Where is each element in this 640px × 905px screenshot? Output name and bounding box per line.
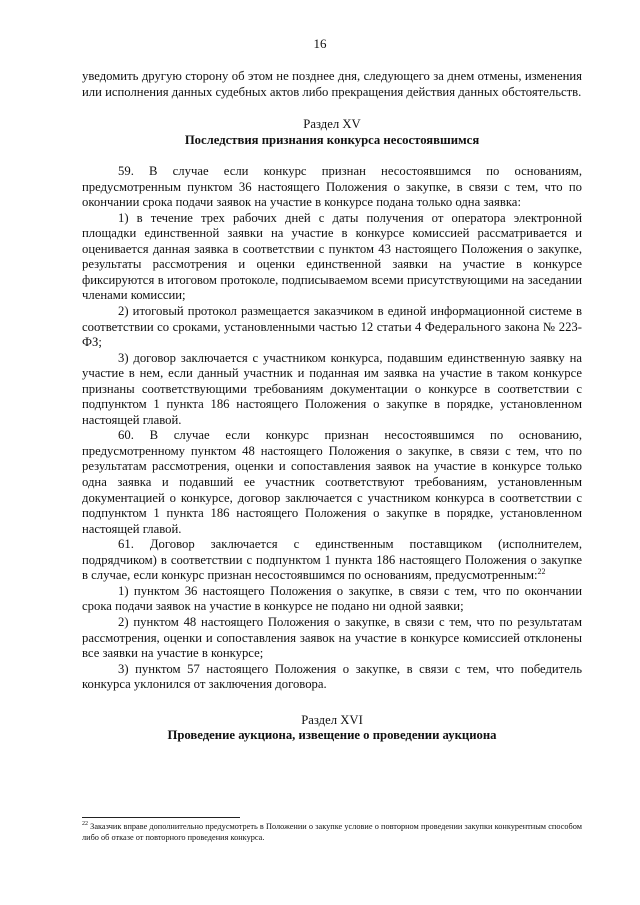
footnote-number: 22 bbox=[82, 821, 88, 828]
footnote bbox=[82, 821, 582, 843]
footnote-text: Заказчик вправе дополнительно предусмотреть в Положении о закупке условие о повторном проведении закупки конкурентным способом либо об отказе от повторного проведения конкурса. bbox=[82, 822, 582, 842]
section-15-title: Последствия признания конкурса несостоявшимся bbox=[184, 132, 480, 147]
footnote-ref-22: 22 bbox=[537, 567, 546, 577]
footnote-divider bbox=[82, 817, 240, 818]
intro-paragraph: уведомить другую сторону об этом не позднее дня, следующего за днем отмены, изменения или исполнения данных судебных актов либо прекращения действия данных обстоятельств. bbox=[82, 69, 582, 99]
document-body bbox=[82, 69, 582, 744]
section-16-title: Проведение аукциона, извещение о проведении аукциона bbox=[167, 728, 497, 743]
clause-59-item-2: 2) итоговый протокол размещается заказчиком в единой информационной системе в соответствии со сроками, установленными частью 12 статьи 4 Федерального закона № 223-ФЗ; bbox=[82, 304, 582, 350]
section-16-heading: Раздел XVI bbox=[301, 712, 363, 727]
clause-61-item-3: 3) пунктом 57 настоящего Положения о закупке, в связи с тем, что победитель конкурса уклонился от заключения договора. bbox=[82, 661, 582, 692]
clause-61 bbox=[82, 537, 582, 584]
clause-61-item-1: 1) пунктом 36 настоящего Положения о закупке, в связи с тем, что по окончании срока подачи заявок на участие в конкурсе не подано ни одной заявки; bbox=[82, 583, 582, 614]
clause-59: 59. В случае если конкурс признан несостоявшимся по основаниям, предусмотренным пунктом 36 настоящего Положения о закупке, в связи с тем, что по окончании срока подачи заявок на участие в конкурсе подана только одна заявка: bbox=[82, 164, 582, 210]
clause-61-text: 61. Договор заключается с единственным поставщиком (исполнителем, подрядчиком) в соответствии с подпунктом 1 пункта 186 настоящего Положения о закупке в случае, если конкурс признан несостоявшимся по основаниям, предусмотренным: bbox=[82, 537, 582, 583]
section-15-heading: Раздел XV bbox=[303, 117, 361, 132]
page-number: 16 bbox=[313, 36, 327, 51]
clause-60: 60. В случае если конкурс признан несостоявшимся по основанию, предусмотренному пунктом 48 настоящего Положения о закупке, в связи с тем, что по результатам рассмотрения, оценки и сопоставления заявок на участие в конкурсе только одна заявка и подавший ее участник соответствуют требованиям, установленным документацией о конкурсе, договор заключается с участником конкурса в соответствии с подпунктом 1 пункта 186 настоящего Положения о закупке в порядке, установленном настоящей главой. bbox=[82, 428, 582, 536]
clause-59-item-3: 3) договор заключается с участником конкурса, подавшим единственную заявку на участие в нем, если данный участник и поданная им заявка на участие в таком конкурсе признаны соответствующими требованиям документации о конкурсе в соответствии с подпунктом 1 пункта 186 настоящего Положения о закупке в порядке, установленном настоящей главой. bbox=[82, 350, 582, 427]
clause-59-item-1: 1) в течение трех рабочих дней с даты получения от оператора электронной площадки единственной заявки на участие в конкурсе комиссией рассматривается и оценивается данная заявка в соответствии с пунктом 43 настоящего Положения о закупке, результаты рассмотрения и оценки единственной заявки на участие в конкурсе фиксируются в итоговом протоколе, подписываемом всеми присутствующими на заседании членами комиссии; bbox=[82, 210, 582, 303]
clause-61-item-2: 2) пунктом 48 настоящего Положения о закупке, в связи с тем, что по результатам рассмотрения, оценки и сопоставления заявок на участие в конкурсе комиссией отклонены все заявки на участие в конкурсе; bbox=[82, 614, 582, 661]
